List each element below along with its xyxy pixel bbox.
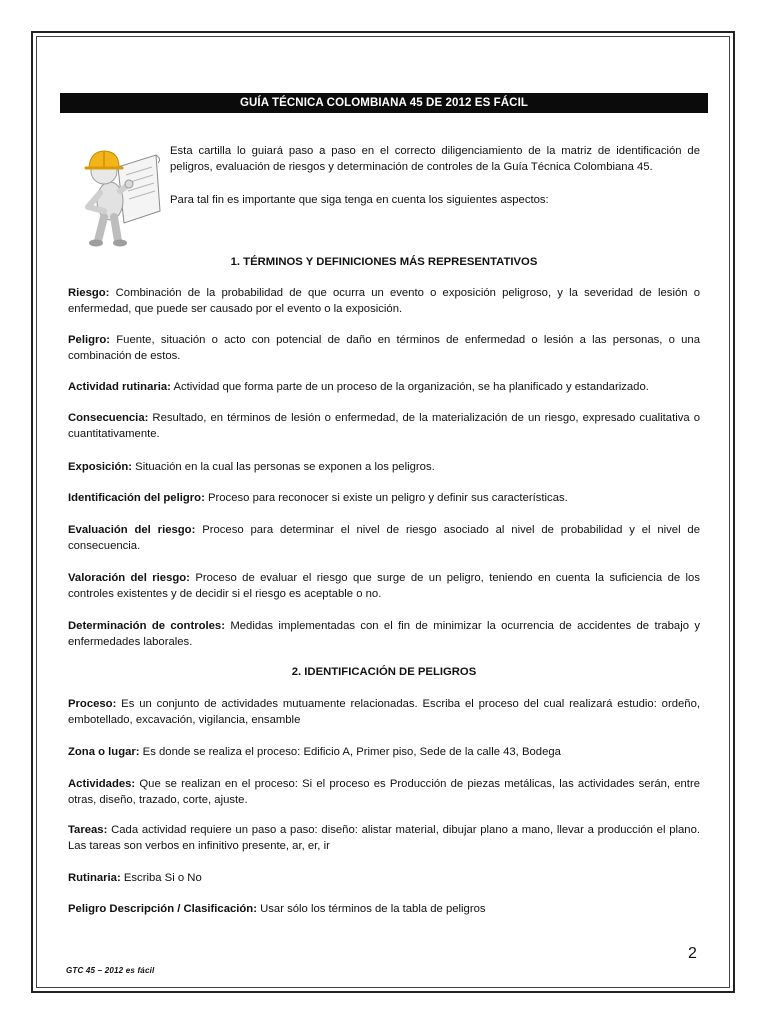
term: Actividad rutinaria: [68,381,171,393]
term: Proceso: [68,698,117,710]
definition: Es donde se realiza el proceso: Edificio A, Primer piso, Sede de la calle 43, Bodega [139,746,561,758]
engineer-with-blueprint-icon [74,141,164,249]
page-number: 2 [688,945,697,962]
definition: Fuente, situación o acto con potencial de daño en términos de enfermedad o lesión a las personas, o una combinación de estos. [68,334,700,362]
definition: Usar sólo los términos de la tabla de peligros [256,903,486,915]
document-title: GUÍA TÉCNICA COLOMBIANA 45 DE 2012 ES FÁCIL [60,93,708,113]
term: Actividades: [68,778,136,790]
term: Identificación del peligro: [68,492,205,504]
definition-zona-o-lugar [68,745,700,761]
definition: Proceso para reconocer si existe un peligro y definir sus características. [204,492,568,504]
definition-identificacion-del-peligro [68,491,700,507]
term: Valoración del riesgo: [68,572,190,584]
term: Tareas: [68,824,108,836]
definition-determinacion-de-controles [68,619,700,650]
definition-proceso [68,697,700,728]
intro-paragraph-1: Esta cartilla lo guiará paso a paso en el correcto diligenciamiento de la matriz de identificación de peligros, evaluación de riesgos y determinación de controles de la Guía Técnica Colombiana 45. [170,145,700,173]
definition: Resultado, en términos de lesión o enfermedad, de la materialización de un riesgo, expresado cualitativa o cuantitativamente. [68,412,700,440]
definition: Escriba Si o No [120,872,202,884]
term: Riesgo: [68,287,110,299]
definition: Proceso de evaluar el riesgo que surge de un peligro, teniendo en cuenta la suficiencia de los controles existentes y de decidir si el riesgo es aceptable o no. [68,572,700,600]
definition: Proceso para determinar el nivel de riesgo asociado al nivel de probabilidad y el nivel de consecuencia. [68,524,700,552]
term: Peligro Descripción / Clasificación: [68,903,257,915]
term: Peligro: [68,334,111,346]
term: Rutinaria: [68,872,121,884]
definition-rutinaria [68,871,700,887]
term: Evaluación del riesgo: [68,524,196,536]
definition-consecuencia [68,411,700,442]
definition-peligro-descripcion [68,902,700,918]
definition-tareas [68,823,700,854]
section-2-heading: 2. IDENTIFICACIÓN DE PELIGROS [291,666,477,678]
definition-valoracion-del-riesgo [68,571,700,602]
definition: Que se realizan en el proceso: Si el proceso es Producción de piezas metálicas, las actividades serán, entre otras, diseño, trazado, corte, ajuste. [68,778,700,806]
term: Zona o lugar: [68,746,140,758]
definition: Medidas implementadas con el fin de minimizar la ocurrencia de accidentes de trabajo y enfermedades laborales. [68,620,700,648]
intro-paragraph-2: Para tal fin es importante que siga tenga en cuenta los siguientes aspectos: [170,194,549,206]
definition: Combinación de la probabilidad de que ocurra un evento o exposición peligroso, y la severidad de lesión o enfermedad, que puede ser causado por el evento o la exposición. [68,287,700,315]
intro-text [170,144,700,227]
term: Exposición: [68,461,133,473]
definition: Cada actividad requiere un paso a paso: diseño: alistar material, dibujar plano a mano, llevar a producción el plano. Las tareas son verbos en infinitivo presente, ar, er, ir [68,824,700,852]
definition: Es un conjunto de actividades mutuamente relacionadas. Escriba el proceso del cual realizará estudio: ordeño, embotellado, excavación, vigilancia, ensamble [68,698,700,726]
definition: Actividad que forma parte de un proceso de la organización, se ha planificado y estandarizado. [170,381,649,393]
definition-actividades [68,777,700,808]
definition: Situación en la cual las personas se exponen a los peligros. [132,461,435,473]
term: Consecuencia: [68,412,149,424]
footer-text: GTC 45 – 2012 es fácil [66,966,155,975]
definition-exposicion [68,460,700,476]
term: Determinación de controles: [68,620,225,632]
definition-riesgo [68,286,700,317]
section-1-heading: 1. TÉRMINOS Y DEFINICIONES MÁS REPRESENTATIVOS [230,256,538,268]
definition-actividad-rutinaria [68,380,700,396]
definition-evaluacion-del-riesgo [68,523,700,554]
definition-peligro [68,333,700,364]
